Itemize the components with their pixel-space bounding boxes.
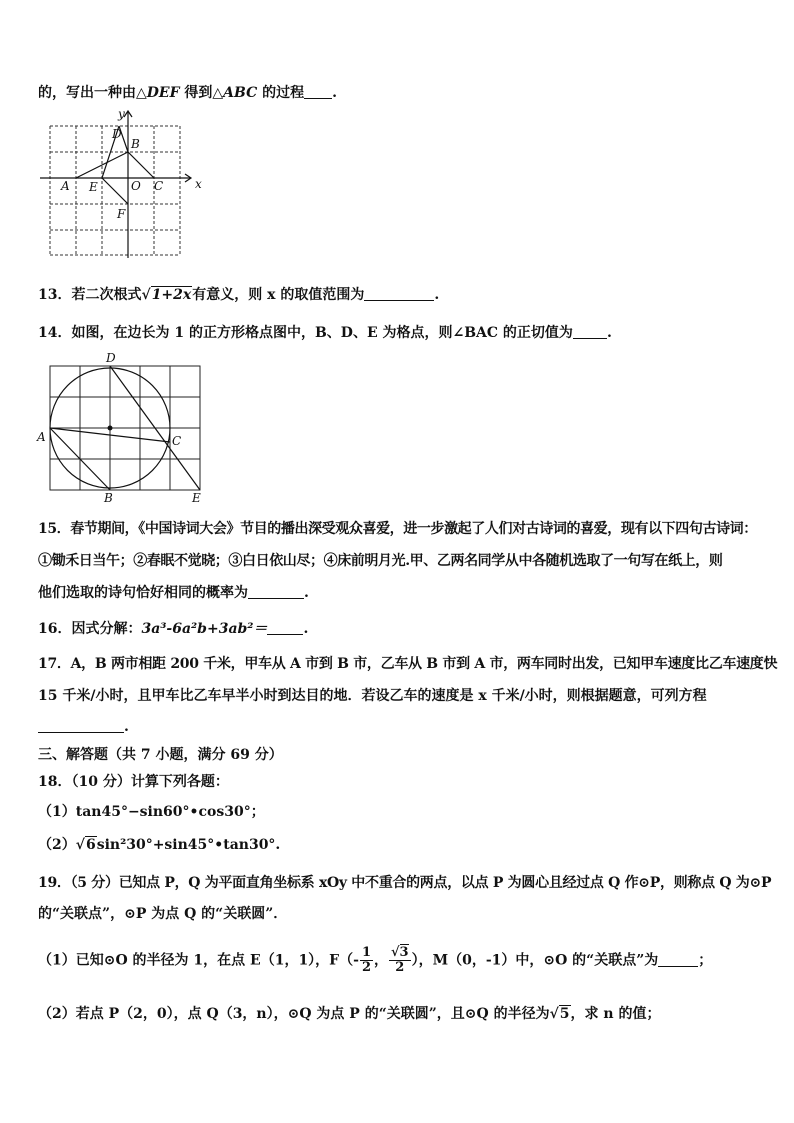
q18-title-text: 18．（10 分）计算下列各题： <box>38 774 229 790</box>
fraction-one-half <box>360 946 373 975</box>
section-3-title: 三、解答题（共 7 小题，满分 69 分） <box>38 747 283 763</box>
fraction-denominator: 2 <box>361 960 371 975</box>
question-15-line-1 <box>38 520 757 538</box>
q13-end: . <box>434 287 440 303</box>
q12-end: . <box>332 85 338 101</box>
answer-blank <box>658 952 698 967</box>
question-16 <box>38 620 308 638</box>
question-18-part-1 <box>38 803 265 821</box>
q12-text-post: 的过程 <box>257 85 305 101</box>
x-axis-label: x <box>195 177 202 191</box>
question-13 <box>38 286 439 304</box>
point-b-label: B <box>131 137 140 151</box>
q15-text-3: 他们选取的诗句恰好相同的概率为 <box>38 585 248 601</box>
q12-text-pre: 的，写出一种由 <box>38 85 136 101</box>
answer-blank <box>364 286 434 301</box>
q18-p1-text: （1）tan45°−sin60°•cos30°； <box>38 804 265 820</box>
radicand: 6 <box>85 837 96 853</box>
radicand: 1+2x <box>151 287 192 303</box>
answer-blank <box>38 718 124 733</box>
question-18-part-2 <box>38 836 280 854</box>
question-19-part-2 <box>38 1005 660 1023</box>
q13-number: 13． <box>38 287 72 303</box>
q12-coordinate-figure <box>35 108 200 260</box>
q15-end: . <box>304 585 309 601</box>
q18-p2-text: sin²30°+sin45°•tan30°. <box>96 837 281 853</box>
circle-center-dot <box>108 426 113 431</box>
question-19-part-1 <box>38 946 712 975</box>
square-grid <box>50 366 200 490</box>
q13-text-pre: 若二次根式 <box>71 287 142 303</box>
fraction-numerator: 1 <box>361 945 371 960</box>
sqrt-5: √5 <box>549 1006 570 1022</box>
q17-text-2: 15 千米/小时，且甲车比乙车早半小时到达目的地．若设乙车的速度是 x 千米/小时，则根据题意，可列方程 <box>38 688 707 704</box>
question-18-title <box>38 773 229 791</box>
answer-blank <box>304 84 332 99</box>
point-e-label: E <box>89 180 98 194</box>
question-17-line-3 <box>38 718 129 736</box>
comma: ， <box>373 952 388 969</box>
fraction-denominator: 2 <box>395 960 405 975</box>
question-19-line-2 <box>38 905 287 923</box>
fraction-sqrt3-half <box>389 946 411 975</box>
q16-end: . <box>303 621 309 637</box>
q15-text-2: ①锄禾日当午；②春眠不觉晓；③白日依山尽；④床前明月光.甲、乙两名同学从中各随机选取了一句写在纸上，则 <box>38 553 723 569</box>
q13-text-post: 有意义，则 x 的取值范围为 <box>192 287 365 303</box>
q15-text-1: 15．春节期间，《中国诗词大会》节目的播出深受观众喜爱，进一步激起了人们对古诗词的喜爱，现有以下四句古诗词： <box>38 521 757 537</box>
q19-p1-text-pre: （1）已知⊙O 的半径为 1，在点 E（1，1），F（- <box>38 952 359 969</box>
q19-p2-text-post: ，求 n 的值； <box>570 1006 661 1022</box>
q19-text-1: 19．（5 分）已知点 P，Q 为平面直角坐标系 xOy 中不重合的两点，以点 P 为圆心且经过点 Q 作⊙P，则称点 Q 为⊙P <box>38 875 772 891</box>
point-c-label: C <box>172 434 182 448</box>
q16-expression: 3a³-6a²b+3ab²＝ <box>141 621 268 637</box>
point-c-label: C <box>154 179 164 193</box>
q12-text-mid: 得到 <box>179 85 213 101</box>
q14-circle-figure <box>34 350 214 506</box>
answer-blank <box>248 584 304 599</box>
q16-text: 16．因式分解： <box>38 621 142 637</box>
point-d-label: D <box>112 127 122 141</box>
q17-text-1: 17．A，B 两市相距 200 千米，甲车从 A 市到 B 市，乙车从 B 市到 A 市，两车同时出发，已知甲车速度比乙车速度快 <box>38 656 778 672</box>
q18-p2-label: （2） <box>38 837 76 853</box>
q12-triangle-def: △DEF <box>136 85 180 101</box>
section-3-heading <box>38 746 283 764</box>
q19-p2-text-pre: （2）若点 P（2，0），点 Q（3，n），⊙Q 为点 P 的“关联圆”，且⊙Q 的半径为 <box>38 1006 550 1022</box>
q14-end: . <box>606 325 612 341</box>
q12-triangle-abc: △ABC <box>212 85 258 101</box>
sqrt-expression: √1+2x <box>141 287 192 303</box>
question-15-line-2 <box>38 552 722 570</box>
q19-p1-text-post: ），M（0，-1）中，⊙O 的“关联点”为 <box>411 952 659 969</box>
answer-blank <box>267 620 303 635</box>
origin-label: O <box>131 179 141 193</box>
point-b-label: B <box>104 491 113 505</box>
radicand: 5 <box>559 1006 570 1022</box>
point-d-label: D <box>106 351 116 365</box>
point-a-label: A <box>37 430 46 444</box>
question-14 <box>38 324 612 342</box>
q12-tail <box>38 84 337 102</box>
sqrt-6: √6 <box>75 837 96 853</box>
point-e-label: E <box>192 491 201 505</box>
question-17-line-2 <box>38 687 707 705</box>
point-f-label: F <box>117 207 126 221</box>
y-axis-label: y <box>118 107 125 121</box>
question-19-line-1 <box>38 874 771 892</box>
point-a-label: A <box>61 179 70 193</box>
question-15-line-3 <box>38 584 309 602</box>
answer-blank <box>573 324 607 339</box>
q19-p1-end: ； <box>698 952 713 969</box>
q14-text: 14．如图，在边长为 1 的正方形格点图中，B、D、E 为格点，则∠BAC 的正切值为 <box>38 325 573 341</box>
q19-text-2: 的“关联点”，⊙P 为点 Q 的“关联圆”． <box>38 906 288 922</box>
radicand: 3 <box>399 945 409 960</box>
q17-end: . <box>124 719 129 735</box>
question-17-line-1 <box>38 655 777 673</box>
fraction-numerator: √3 <box>390 945 409 960</box>
